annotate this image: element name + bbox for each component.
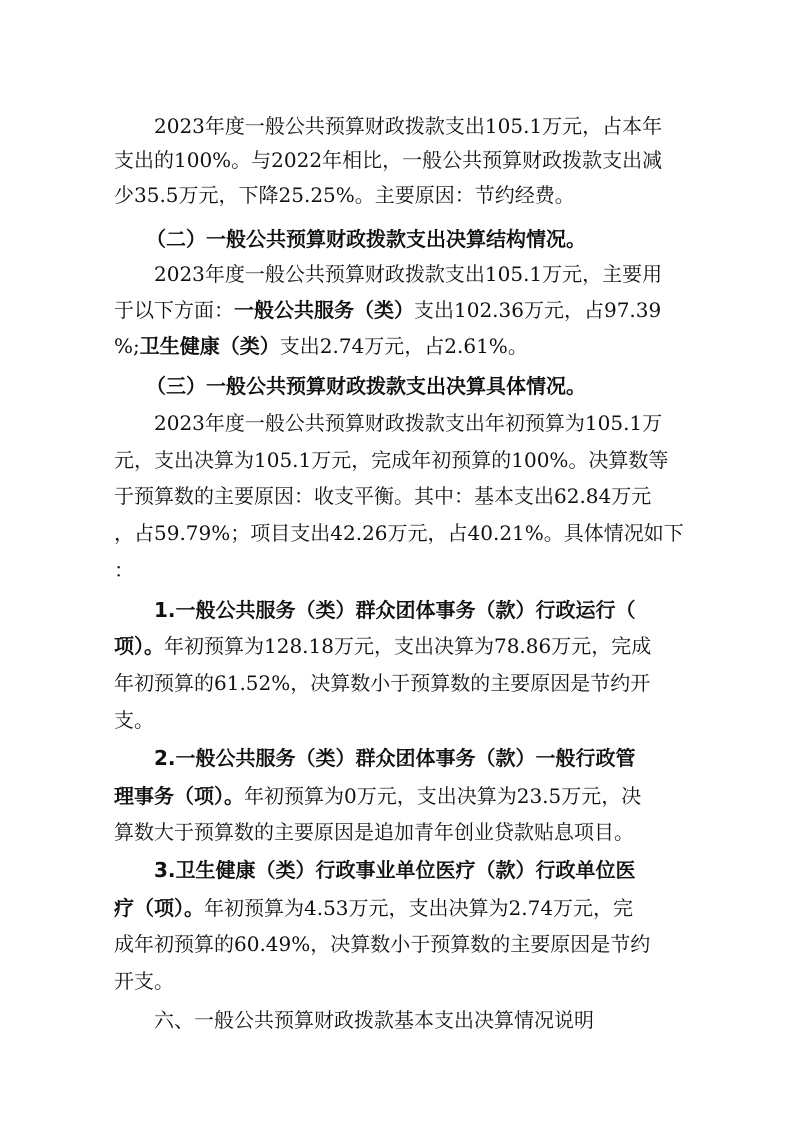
item-3-line-4: 开支。	[114, 969, 174, 993]
paragraph-2-line-2-text-a: 于以下方面：	[114, 298, 234, 322]
paragraph-1-line-1: 2023年度一般公共预算财政拨款支出105.1万元，占本年	[154, 114, 663, 138]
paragraph-2-line-3-text-c: 支出2.74万元，占2.61%。	[279, 334, 528, 358]
item-3-line-2-bold: 疗（项）。	[114, 896, 204, 920]
item-1-line-2	[114, 631, 651, 661]
category-health: 卫生健康（类）	[139, 334, 280, 358]
item-2-line-3: 算数大于预算数的主要原因是追加青年创业贷款贴息项目。	[114, 820, 634, 844]
paragraph-3-line-5: ：	[114, 558, 134, 582]
category-general-public-services: 一般公共服务（类）	[234, 298, 414, 322]
item-2-line-2	[114, 781, 641, 811]
paragraph-2-line-1: 2023年度一般公共预算财政拨款支出105.1万元，主要用	[154, 262, 663, 286]
item-1-line-2-bold: 项）。	[114, 634, 164, 658]
item-2-line-2-text: 年初预算为0万元，支出决算为23.5万元，决	[244, 784, 642, 808]
item-1-line-2-text: 年初预算为128.18万元，支出决算为78.86万元，完成	[164, 634, 652, 658]
item-3-line-2-text: 年初预算为4.53万元，支出决算为2.74万元，完	[204, 896, 634, 920]
section-heading-2: （二）一般公共预算财政拨款支出决算结构情况。	[146, 227, 586, 251]
item-2-line-1: 2.一般公共服务（类）群众团体事务（款）一般行政管	[154, 746, 636, 770]
item-2-line-2-bold: 理事务（项）。	[114, 784, 244, 808]
item-3-line-3: 成年初预算的60.49%，决算数小于预算数的主要原因是节约	[114, 932, 651, 956]
paragraph-3-line-4: ，占59.79%；项目支出42.26万元，占40.21%。具体情况如下	[114, 521, 684, 545]
item-1-line-3: 年初预算的61.52%，决算数小于预算数的主要原因是节约开	[114, 671, 651, 695]
item-1-line-4: 支。	[114, 708, 154, 732]
paragraph-3-line-3: 于预算数的主要原因：收支平衡。其中：基本支出62.84万元	[114, 484, 652, 508]
paragraph-3-line-1: 2023年度一般公共预算财政拨款支出年初预算为105.1万	[154, 411, 663, 435]
item-3-line-1: 3.卫生健康（类）行政事业单位医疗（款）行政单位医	[154, 858, 636, 882]
paragraph-2-line-2-text-c: 支出102.36万元，占97.39	[414, 298, 662, 322]
paragraph-1-line-2: 支出的100%。与2022年相比，一般公共预算财政拨款支出减	[114, 148, 663, 172]
paragraph-3-line-2: 元，支出决算为105.1万元，完成年初预算的100%。决算数等	[114, 448, 669, 472]
section-heading-3: （三）一般公共预算财政拨款支出决算具体情况。	[146, 374, 586, 398]
item-3-line-2	[114, 893, 633, 923]
paragraph-2-line-3-text-a: %;	[114, 334, 140, 358]
section-6-heading: 六、一般公共预算财政拨款基本支出决算情况说明	[154, 1008, 594, 1032]
paragraph-2-line-3	[114, 331, 528, 361]
item-1-line-1: 1.一般公共服务（类）群众团体事务（款）行政运行（	[154, 598, 636, 622]
paragraph-2-line-2	[114, 295, 661, 325]
paragraph-1-line-3: 少35.5万元，下降25.25%。主要原因：节约经费。	[114, 183, 575, 207]
